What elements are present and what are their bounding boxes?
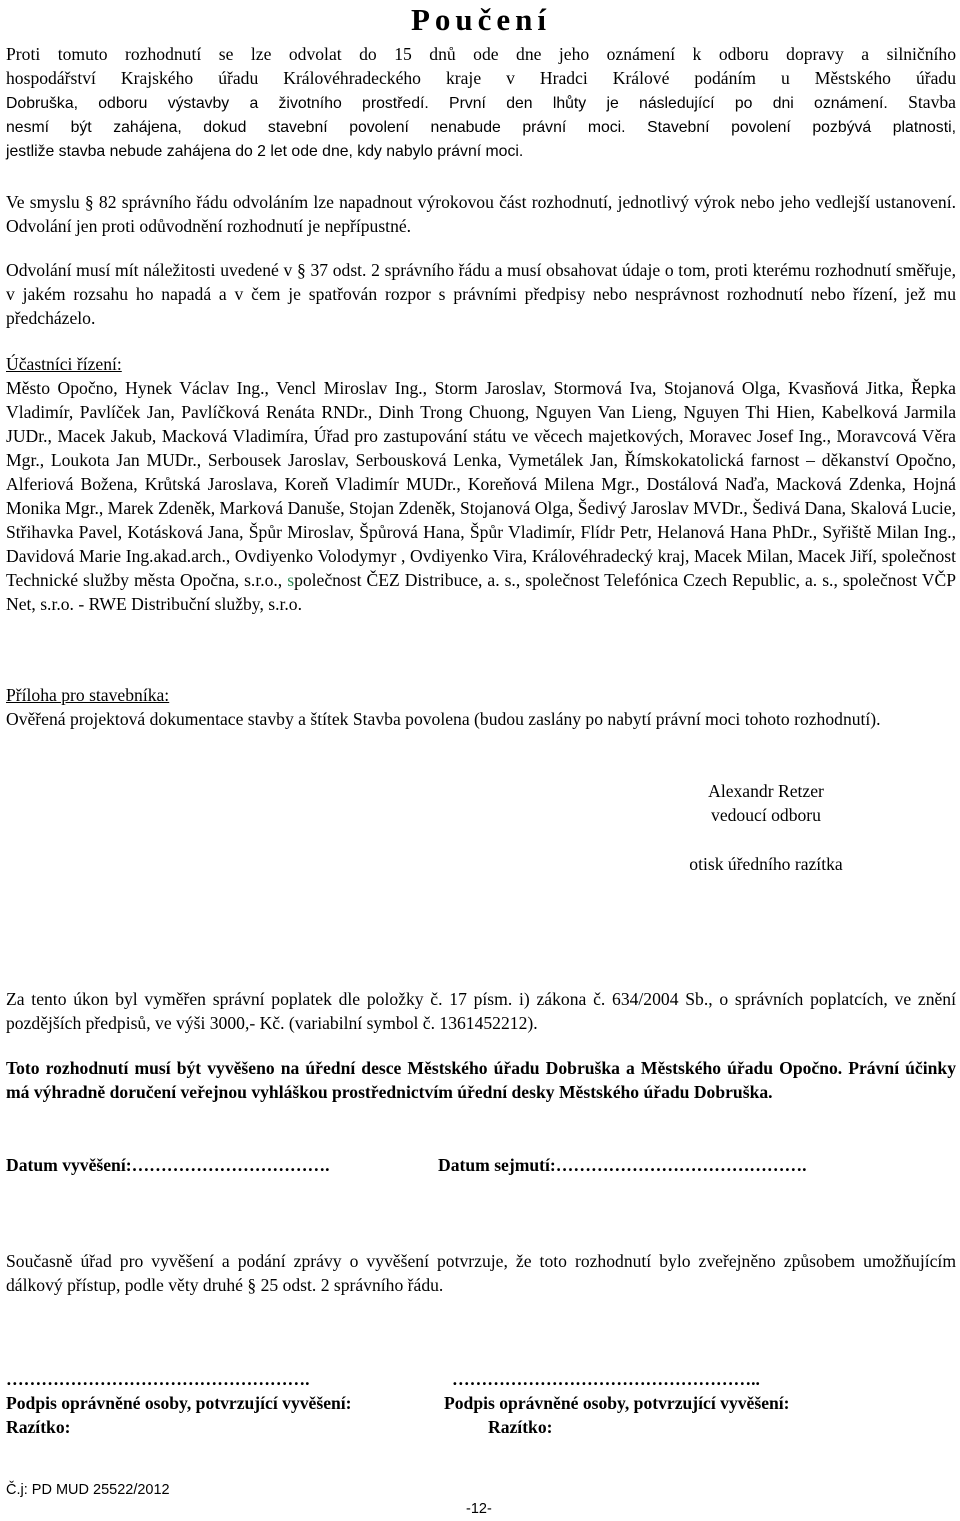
appeal-line-3 [6, 90, 956, 116]
appendix-section [6, 683, 956, 731]
posted-date-field: Datum vyvěšení:……………………………. [6, 1155, 330, 1175]
appeal-line-5: jestliže stavba nebude zahájena do 2 let ode dne, kdy nabylo právní moci. [6, 143, 524, 160]
appeal-line-3b: Stavba [908, 92, 956, 112]
signatory-name: Alexandr Retzer [708, 781, 824, 801]
participants-text [6, 376, 956, 616]
confirmation-paragraph: Současně úřad pro vyvěšení a podání zprávy o vyvěšení potvrzuje, že toto rozhodnutí bylo zveřejněno způsobem umožňujícím dálkový přístup, podle věty druhé § 25 odst. 2 správního řádu. [6, 1251, 956, 1295]
signature-label-left: Podpis oprávněné osoby, potvrzující vyvěšení: [6, 1393, 352, 1413]
appeal-line-1: Proti tomuto rozhodnutí se lze odvolat do 15 dnů ode dne jeho oznámení k odboru dopravy a silničního [6, 44, 956, 64]
page-title: Poučení [410, 2, 552, 37]
reference-number: Č.j: PD MUD 25522/2012 [6, 1482, 170, 1498]
appeal-paragraph [6, 42, 956, 164]
signatory-block [666, 779, 866, 827]
participants-section [6, 352, 956, 616]
requirements-paragraph: Odvolání musí mít náležitosti uvedené v § 37 odst. 2 správního řádu a musí obsahovat údaje o tom, proti kterému rozhodnutí směřuje, v jakém rozsahu ho napadá a v čem je spatřován rozpor s právními předpisy nebo nesprávnost rozhodnutí nebo řízení, jež mu předcházelo. [6, 260, 956, 328]
appendix-text: Ověřená projektová dokumentace stavby a štítek Stavba povolena (budou zaslány po nabytí právní moci tohoto rozhodnutí). [6, 709, 881, 729]
removed-date-field: Datum sejmutí:……………………………………. [438, 1155, 807, 1175]
signature-dots-left: ……………………………………………. [6, 1369, 310, 1389]
scope-paragraph: Ve smyslu § 82 správního řádu odvoláním lze napadnout výrokovou část rozhodnutí, jednotlivý výrok nebo jeho vedlejší ustanovení. Odvolání jen proti odůvodnění rozhodnutí je nepřípustné. [6, 192, 956, 236]
signature-label-right: Podpis oprávněné osoby, potvrzující vyvěšení: [444, 1393, 790, 1413]
signature-row [6, 1367, 956, 1439]
appendix-heading: Příloha pro stavebníka: [6, 685, 170, 705]
stamp-note: otisk úředního razítka [689, 854, 843, 874]
posting-notice: Toto rozhodnutí musí být vyvěšeno na úřední desce Městského úřadu Dobruška a Městského úřadu Opočno. Právní účinky má výhradně doručení veřejnou vyhláškou prostřednictvím úřední desky Městského úřadu Dobruška. [6, 1058, 956, 1102]
participants-heading: Účastníci řízení: [6, 354, 122, 374]
signatory-role: vedoucí odboru [711, 805, 821, 825]
appeal-line-4: nesmí být zahájena, dokud stavební povolení nenabude právní moci. Stavební povolení pozbývá platnosti, [6, 119, 956, 136]
fee-paragraph: Za tento úkon byl vyměřen správní poplatek dle položky č. 17 písm. i) zákona č. 634/2004 Sb., o správních poplatcích, ve znění pozdějších předpisů, ve výši 3000,- Kč. (variabilní symbol č. 1361452212). [6, 989, 956, 1033]
participants-list: Město Opočno, Hynek Václav Ing., Vencl Miroslav Ing., Storm Jaroslav, Stormová Iva, Stojanová Olga, Kvasňová Jitka, Řepka Vladimír, Pavlíček Jan, Pavlíčková Renáta RNDr., Dinh Trong Chuong, Nguyen Van Lieng, Nguyen Thi Hien, Kabelková Jarmila JUDr., Macek Jakub, Macková Vladimíra, Úřad pro zastupování státu ve věcech majetkových, Moravec Josef Ing., Moravcová Věra Mgr., Loukota Jan MUDr., Serbousek Jaroslav, Serbousková Lenka, Vymetálek Jan, Římskokatolická farnost – děkanství Opočno, Alferiová Božena, Krůtská Jaroslava, Koreň Vladimír MUDr., Koreňová Milena Mgr., Dostálová Naďa, Macková Zdenka, Hojná Monika Mgr., Marek Zdeněk, Marková Danuše, Stojan Zdeněk, Stojanová Olga, Šedivý Jaroslav MVDr., Šedivá Dana, Skalová Lucie, Střihavka Pavel, Kotásková Jana, Špůr Miroslav, Špůrová Hana, Špůr Vladimír, Flídr Petr, Helanová Hana PhDr., Syřiště Milan Ing., Davidová Marie Ing.akad.arch., Ovdiyenko Volodymyr , Ovdiyenko Vira, Královéhradecký kraj, Macek Milan, Macek Jiří, společnost Technické služby města Opočna, s.r.o., [6, 378, 956, 590]
page-number: -12- [466, 1501, 492, 1517]
posting-dates-row [6, 1153, 956, 1177]
appeal-line-2: hospodářství Krajského úřadu Královéhradeckého kraje v Hradci Králové podáním u Městského úřadu [6, 68, 956, 88]
document-page [6, 0, 957, 1517]
appeal-line-3a: Dobruška, odboru výstavby a životního prostředí. První den lhůty je následující po dni oznámení. [6, 95, 888, 112]
stamp-label-left: Razítko: [6, 1417, 71, 1437]
signature-dots-right: …………………………………………….. [452, 1369, 760, 1389]
participants-tail: polečnost ČEZ Distribuce, a. s., společnost Telefónica Czech Republic, a. s., společnost VČP Net, s.r.o. - RWE Distribuční služby, s.r.o. [6, 570, 957, 614]
stamp-label-right: Razítko: [488, 1417, 553, 1437]
participants-tail-s: s [287, 570, 295, 590]
